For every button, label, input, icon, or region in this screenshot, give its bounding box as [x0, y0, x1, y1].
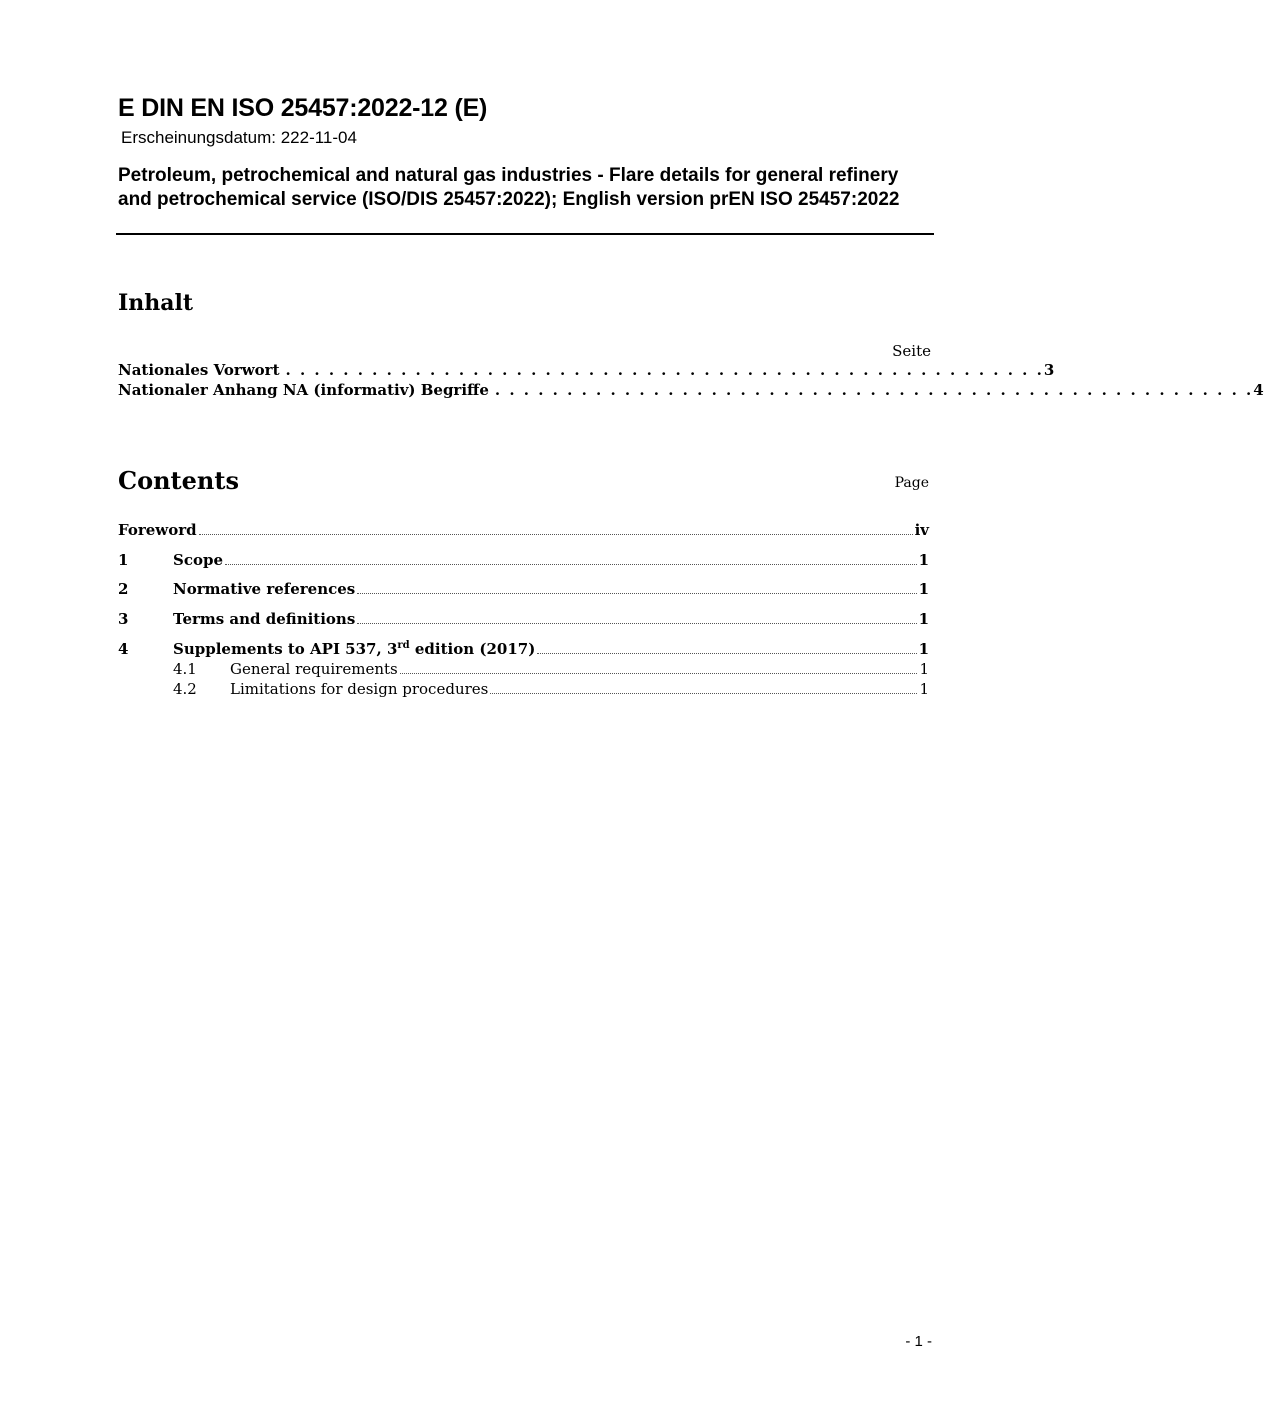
- toc-entry-general-requirements[interactable]: [118, 660, 929, 680]
- toc-entry-label: Normative references: [173, 580, 356, 598]
- toc-entry-normative-references[interactable]: [118, 580, 929, 600]
- toc-leader: [537, 652, 916, 654]
- toc-entry-nationales-vorwort[interactable]: [118, 361, 1055, 381]
- toc-entry-page: 1: [918, 610, 929, 628]
- document-id: E DIN EN ISO 25457:2022-12 (E): [118, 94, 488, 122]
- document-title: Petroleum, petrochemical and natural gas industries - Flare details for general refinery and petrochemical service (ISO/DIS 25457:2022); English version prEN ISO 25457:2022: [118, 165, 900, 210]
- toc-entry-page: 1: [919, 680, 929, 698]
- toc-leader: [357, 592, 916, 594]
- toc-entry-number: 1: [118, 551, 129, 569]
- toc-entry-number: 4: [118, 640, 129, 658]
- toc-entry-nationaler-anhang[interactable]: [118, 381, 1264, 401]
- toc-entry-page: iv: [914, 521, 929, 539]
- toc-entry-label: General requirements: [230, 660, 398, 678]
- toc-leader: [357, 622, 916, 624]
- toc-entry-label: Nationaler Anhang NA (informativ) Begriffe: [118, 381, 489, 399]
- toc-label-text: edition (2017): [409, 640, 536, 658]
- toc-entry-page: 1: [918, 640, 929, 658]
- toc-entry-number: 4.1: [173, 660, 197, 678]
- toc-entry-terms-and-definitions[interactable]: [118, 610, 929, 630]
- toc-entry-page: 4: [1253, 381, 1264, 399]
- toc-label-superscript: rd: [397, 640, 410, 651]
- toc-leader: . . . . . . . . . . . . . . . . . . . . . . . . . . . . . . . . . . . . . . . . . . . . . . . . . . . . .: [285, 361, 1044, 379]
- toc-entry-limitations[interactable]: [118, 680, 929, 700]
- seite-column-label: Seite: [892, 342, 931, 360]
- toc-entry-label: Foreword: [118, 521, 197, 539]
- page-number: - 1 -: [905, 1333, 932, 1350]
- toc-entry-supplements[interactable]: [118, 640, 929, 660]
- toc-entry-label: Scope: [173, 551, 224, 569]
- toc-entry-scope[interactable]: [118, 551, 929, 571]
- toc-entry-page: 1: [919, 660, 929, 678]
- toc-entry-label: [173, 640, 535, 658]
- toc-label-text: Supplements to API 537, 3: [173, 640, 398, 658]
- publication-date: Erscheinungsdatum: 222-11-04: [121, 128, 357, 147]
- toc-leader: [400, 672, 918, 674]
- toc-entry-page: 3: [1043, 361, 1055, 379]
- inhalt-heading: Inhalt: [118, 290, 194, 316]
- page-column-label: Page: [894, 475, 929, 491]
- toc-leader: . . . . . . . . . . . . . . . . . . . . . . . . . . . . . . . . . . . . . . . . . . . . . . . . . . . . .: [494, 381, 1254, 399]
- toc-entry-number: 2: [118, 580, 129, 598]
- toc-entry-label: Terms and definitions: [173, 610, 356, 628]
- toc-entry-page: 1: [918, 580, 929, 598]
- toc-entry-label: Limitations for design procedures: [230, 680, 489, 698]
- toc-leader: [490, 692, 917, 694]
- toc-entry-label: Nationales Vorwort: [118, 361, 280, 379]
- toc-leader: [199, 533, 913, 535]
- toc-entry-number: 3: [118, 610, 129, 628]
- toc-entry-number: 4.2: [173, 680, 197, 698]
- contents-heading: Contents: [118, 466, 239, 495]
- toc-entry-page: 1: [918, 551, 929, 569]
- title-underline: [116, 233, 934, 235]
- toc-leader: [225, 563, 917, 565]
- toc-entry-foreword[interactable]: [118, 521, 929, 541]
